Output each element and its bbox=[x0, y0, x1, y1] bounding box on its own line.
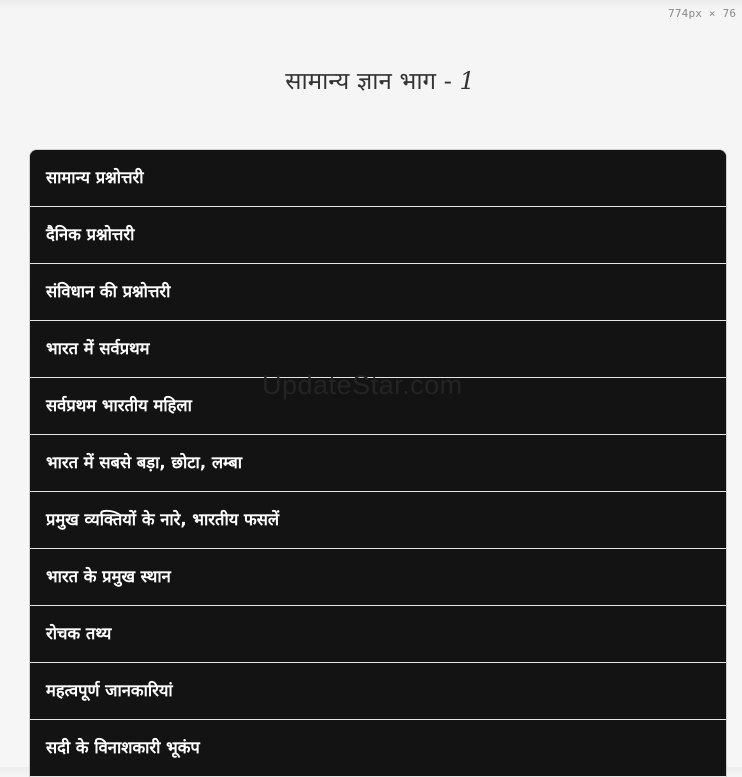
menu-item-samvidhan-prashnottari[interactable] bbox=[30, 264, 726, 321]
page-title bbox=[0, 64, 742, 97]
menu-item-label: भारत में सर्वप्रथम bbox=[46, 339, 150, 358]
menu-item-label: सर्वप्रथम भारतीय महिला bbox=[46, 396, 192, 415]
menu-item-label: दैनिक प्रश्नोत्तरी bbox=[46, 225, 135, 244]
menu-item-label: सामान्य प्रश्नोत्तरी bbox=[46, 168, 144, 187]
menu-item-bharat-sarvapratham[interactable] bbox=[30, 321, 726, 378]
menu-item-label: महत्वपूर्ण जानकारियां bbox=[46, 681, 173, 700]
menu-item-pramukh-sthan[interactable] bbox=[30, 549, 726, 606]
menu-item-label: भारत में सबसे बड़ा, छोटा, लम्बा bbox=[46, 453, 243, 472]
menu-item-label: प्रमुख व्यक्तियों के नारे, भारतीय फसलें bbox=[46, 510, 280, 529]
quiz-menu bbox=[30, 150, 726, 777]
menu-item-rochak-tathya[interactable] bbox=[30, 606, 726, 663]
menu-item-mahatvapurn-jankariyan[interactable] bbox=[30, 663, 726, 720]
page-title-number: 1 bbox=[459, 67, 475, 95]
menu-item-label: संविधान की प्रश्नोत्तरी bbox=[46, 282, 171, 301]
menu-item-label: रोचक तथ्य bbox=[46, 624, 112, 643]
menu-item-vyaktiyon-ke-nare[interactable] bbox=[30, 492, 726, 549]
watermark-text: UpdateStar.com bbox=[262, 370, 463, 400]
menu-item-sarvapratham-mahila[interactable] bbox=[30, 378, 726, 435]
menu-item-samanya-prashnottari[interactable] bbox=[30, 150, 726, 207]
menu-item-sabse-bada[interactable] bbox=[30, 435, 726, 492]
viewport-size-hint: 774px × 76 bbox=[668, 7, 737, 20]
page-title-text: सामान्य ज्ञान भाग - bbox=[285, 67, 460, 95]
menu-item-vinashkari-bhukamp[interactable] bbox=[30, 720, 726, 777]
menu-item-label: सदी के विनाशकारी भूकंप bbox=[46, 738, 200, 757]
menu-item-dainik-prashnottari[interactable] bbox=[30, 207, 726, 264]
menu-item-label: भारत के प्रमुख स्थान bbox=[46, 567, 171, 586]
